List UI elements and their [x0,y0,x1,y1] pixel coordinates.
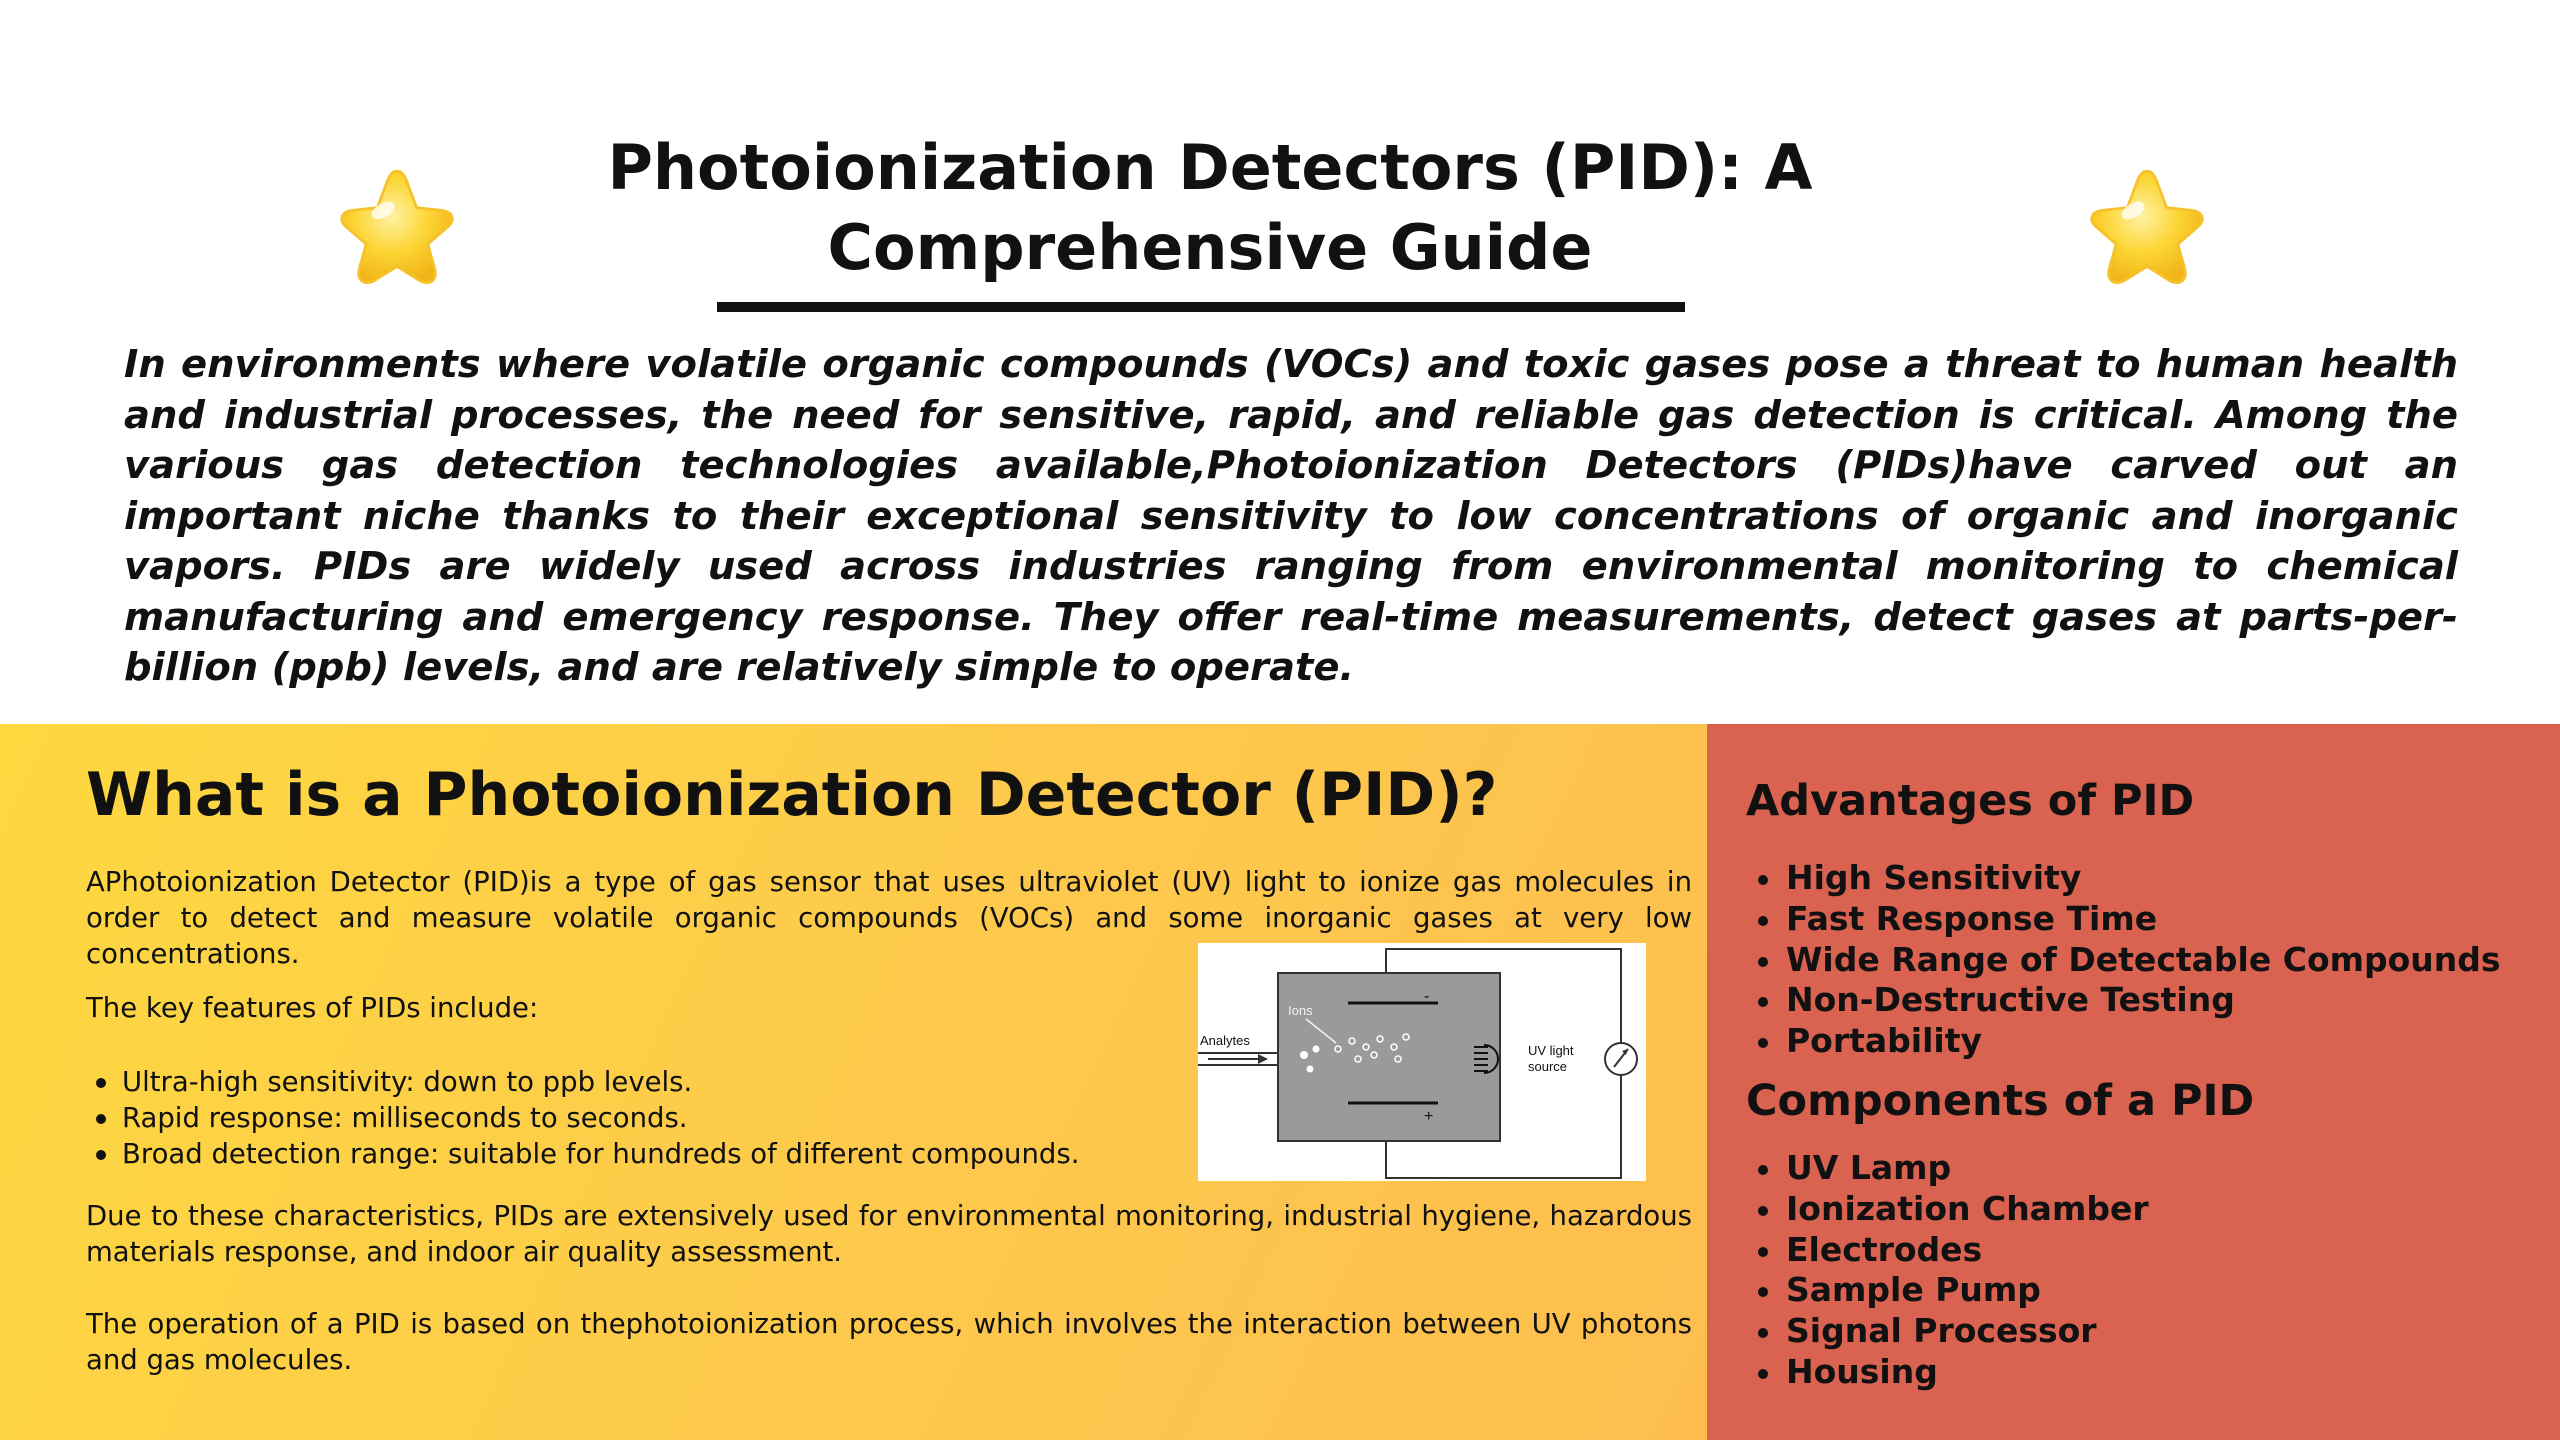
list-item: UV Lamp [1756,1148,2536,1189]
list-item: Sample Pump [1756,1270,2536,1311]
features-intro: The key features of PIDs include: [86,992,539,1024]
components-list [1756,1148,2536,1393]
pid-diagram [1198,943,1646,1181]
applications-paragraph: Due to these characteristics, PIDs are extensively used for environmental monitoring, industrial hygiene, hazardous materials response, and indoor air quality assessment. [86,1200,1692,1268]
meter-icon [1605,1043,1637,1075]
list-item: Broad detection range: suitable for hundreds of different compounds. [96,1136,1196,1172]
list-item: Non-Destructive Testing [1756,980,2536,1021]
list-item: Electrodes [1756,1230,2536,1271]
section-heading: What is a Photoionization Detector (PID)? [86,760,1498,830]
list-item: Ultra-high sensitivity: down to ppb levels. [96,1064,1196,1100]
features-list [96,1064,1196,1172]
intro-paragraph: In environments where volatile organic compounds (VOCs) and toxic gases pose a threat to human health and industrial processes, the need for sensitive, rapid, and reliable gas detection is critical. Among the various gas detection technologies available,Photoionization Detectors (PIDs)have carved out an important niche thanks to their exceptional sensitivity to low concentrations of organic and inorganic vapors. PIDs are widely used across industries ranging from environmental monitoring to chemical manufacturing and emergency response. They offer real-time measurements, detect gases at parts-per-billion (ppb) levels, and are relatively simple to operate. [124,342,2458,690]
list-item: Wide Range of Detectable Compounds [1756,940,2536,981]
uv-light-label-1: UV light [1528,1043,1574,1058]
ions-label: Ions [1288,1003,1313,1018]
list-item: Rapid response: milliseconds to seconds. [96,1100,1196,1136]
title-underline [717,302,1685,312]
star-icon-right [2077,160,2217,300]
list-item: Ionization Chamber [1756,1189,2536,1230]
analytes-label: Analytes [1200,1033,1250,1048]
advantages-heading: Advantages of PID [1746,776,2195,826]
plus-sign: + [1424,1108,1434,1125]
advantages-list [1756,858,2536,1062]
list-item: High Sensitivity [1756,858,2536,899]
components-heading: Components of a PID [1746,1076,2255,1126]
ionization-chamber [1278,973,1500,1141]
definition-paragraph: APhotoionization Detector (PID)is a type of gas sensor that uses ultraviolet (UV) light to ionize gas molecules in order to detect and measure volatile organic compounds (VOCs) and some inorganic gases at very low concentrations. [86,866,1692,970]
uv-light-label-2: source [1528,1059,1568,1074]
list-item: Portability [1756,1021,2536,1062]
operation-paragraph: The operation of a PID is based on thephotoionization process, which involves the interaction between UV photons and gas molecules. [86,1308,1692,1376]
star-icon-left [327,160,467,300]
list-item: Housing [1756,1352,2536,1393]
list-item: Fast Response Time [1756,899,2536,940]
list-item: Signal Processor [1756,1311,2536,1352]
minus-sign: - [1424,988,1430,1005]
page-title: Photoionization Detectors (PID): A Comprehensive Guide [607,131,1813,284]
